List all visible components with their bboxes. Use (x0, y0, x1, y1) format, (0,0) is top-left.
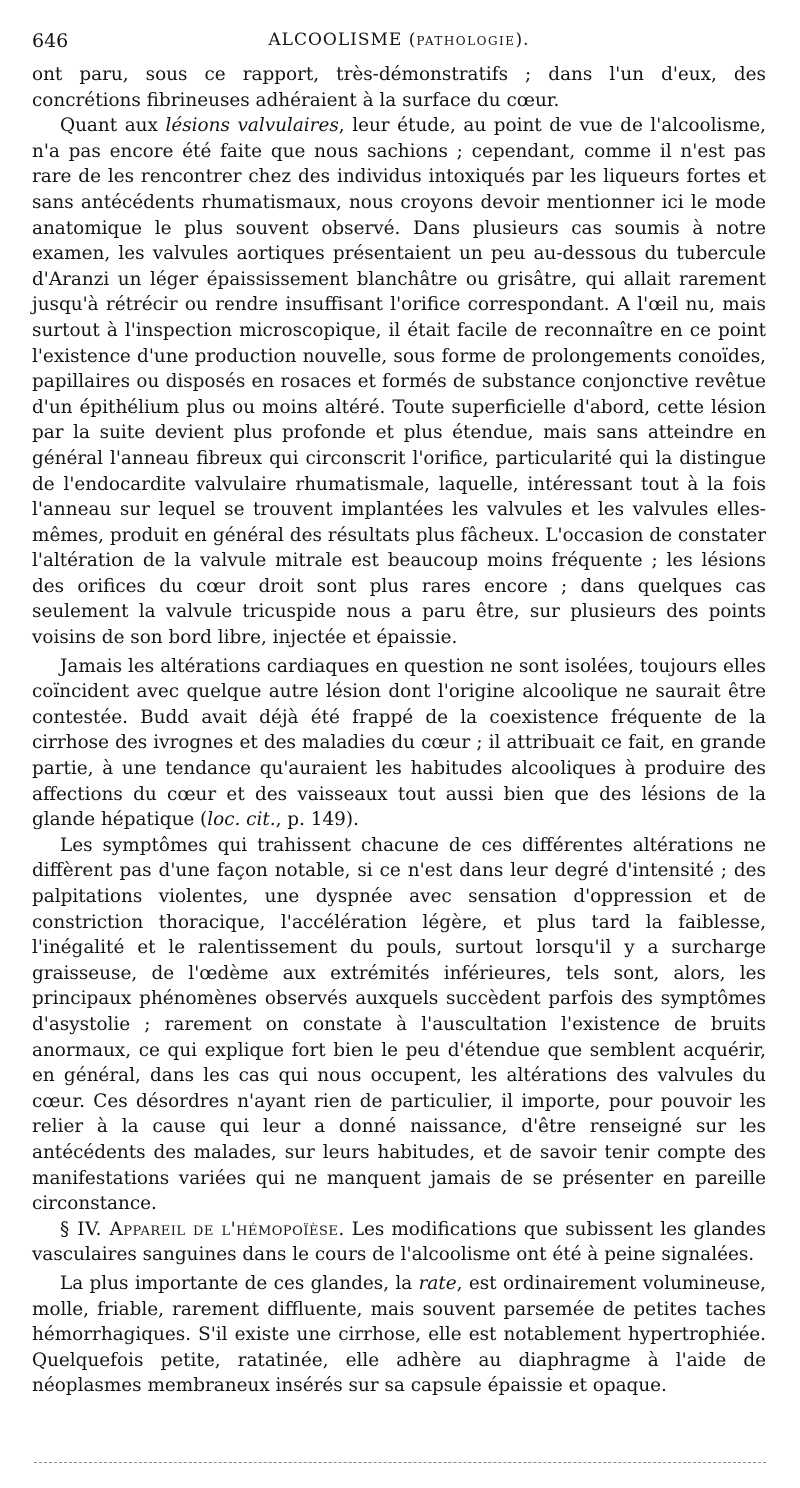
running-head-paren-open: ( (402, 30, 417, 50)
paragraph-text: , est ordinairement volumineuse, molle, friable, rarement diffluente, mais souvent parsemée de petites taches hémorrhagiques. S'il existe une cirrhose, elle est notablement hypertrophiée. Quelquefois petite, ratatinée, elle adhère au diaphragme à l'aide de néoplasmes membraneux insérés sur sa capsule épaissie et opaque. (32, 1272, 766, 1397)
running-head-subtitle: PATHOLOGIE (416, 34, 516, 48)
citation-reference: loc. cit. (207, 809, 276, 831)
page-number: 646 (32, 30, 69, 52)
section-heading: § IV. Appareil de l'hémopoïèse. (60, 1218, 345, 1240)
paragraph-text: , leur étude, au point de vue de l'alcoolisme, n'a pas encore été faite que nous sachions ; cependant, comme il n'est pas rare de les rencontrer chez des individus intoxiqués par les liqueurs fortes et sans antécédents rhumatismaux, nous croyons devoir mentionner ici le mode anatomique le plus souvent observé. Dans plusieurs cas soumis à notre examen, les valvules aortiques présentaient un peu au-dessous du tubercule d'Aranzi un léger épaississement blanchâtre ou grisâtre, qui allait rarement jusqu'à rétrécir ou rendre insuffisant l'orifice correspondant. A l'œil nu, mais surtout à l'inspection microscopique, il était facile de reconnaître en ce point l'existence d'une production nouvelle, sous forme de prolongements conoïdes, papillaires ou disposés en rosaces et formés de substance conjonctive revêtue d'un épithélium plus ou moins altéré. Toute superficielle d'abord, cette lésion par la suite devient plus profonde et plus étendue, mais sans atteindre en général l'anneau fibreux qui circonscrit l'orifice, particularité qui la distingue de l'endocardite valvulaire rhumatismale, laquelle, intéressant tout à la fois l'anneau sur lequel se trouvent implantées les valvules et les valvules elles-mêmes, produit en général des résultats plus fâcheux. L'occasion de constater l'altération de la valvule mitrale est beaucoup moins fréquente ; les lésions des orifices du cœur droit sont plus rares encore ; dans quelques cas seulement la valvule tricuspide nous a paru être, sur plusieurs des points voisins de son bord libre, injectée et épaissie. (32, 115, 766, 649)
paragraph-rate (32, 1271, 766, 1399)
paragraph-section-iv (32, 1217, 766, 1268)
running-head (32, 30, 766, 50)
paragraph-text: Jamais les altérations cardiaques en question ne sont isolées, toujours elles coïncident avec quelque autre lésion dont l'origine alcoolique ne saurait être contestée. Budd avait déjà été frappé de la coexistence fréquente de la cirrhose des ivrognes et des maladies du cœur ; il attribuait ce fait, en grande partie, à une tendance qu'auraient les habitudes alcooliques à produire des affections du cœur et des vaisseaux tout aussi bien que des lésions de la glande hépatique ( (32, 655, 766, 831)
paragraph-coincidence (32, 654, 766, 833)
running-head-title: ALCOOLISME (268, 30, 403, 50)
paragraph-lesions-valvulaires (32, 113, 766, 650)
paragraph-text: La plus importante de ces glandes, la (60, 1272, 419, 1294)
emphasis-term: rate (418, 1272, 457, 1294)
paragraph-continuation: ont paru, sous ce rapport, très-démonstratifs ; dans l'un d'eux, des concrétions fibrineuses adhéraient à la surface du cœur. (32, 64, 766, 111)
footer-dashed-rule (34, 1462, 766, 1463)
paragraph-symptomes: Les symptômes qui trahissent chacune de ces différentes altérations ne diffèrent pas d'une façon notable, si ce n'est dans leur degré d'intensité ; des palpitations violentes, une dyspnée avec sensation d'oppression et de constriction thoracique, l'accélération légère, et plus tard la faiblesse, l'inégalité et le ralentissement du pouls, surtout lorsqu'il y a surcharge graisseuse, de l'œdème aux extrémités inférieures, tels sont, alors, les principaux phénomènes observés auxquels succèdent parfois des symptômes d'asystolie ; rarement on constate à l'auscultation l'existence de bruits anormaux, ce qui explique fort bien le peu d'étendue que semblent acquérir, en général, dans les cas qui nous occupent, les altérations des valvules du cœur. Ces désordres n'ayant rien de particulier, il importe, pour pouvoir les relier à la cause qui leur a donné naissance, d'être renseigné sur les antécédents des malades, sur leurs habitudes, et de savoir tenir compte des manifestations variées qui ne manquent jamais de se présenter en pareille circonstance. (32, 834, 766, 1215)
emphasis-term: lésions valvulaires (165, 115, 339, 137)
paragraph-text: , p. 149). (275, 809, 359, 831)
body-text (32, 62, 766, 1399)
paragraph-text: Quant aux (60, 115, 166, 137)
paragraph-text: Les modifications que subissent les glandes vasculaires sanguines dans le cours de l'alcoolisme ont été à peine signalées. (32, 1218, 766, 1266)
page-header (32, 24, 766, 52)
book-page (32, 24, 766, 1399)
running-head-paren-close: ). (515, 30, 530, 50)
